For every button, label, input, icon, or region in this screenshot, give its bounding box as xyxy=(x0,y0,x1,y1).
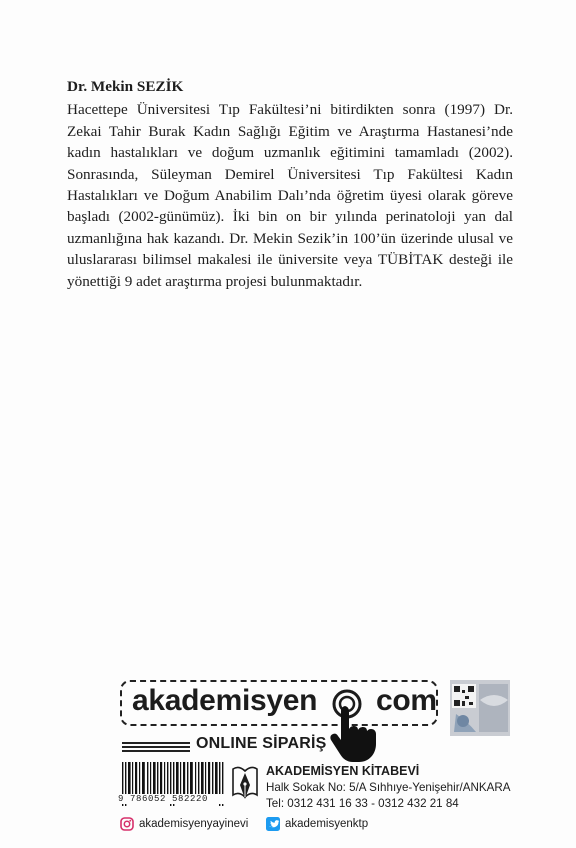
website-name-prefix: akademisyen xyxy=(132,684,318,717)
website-name-suffix: com xyxy=(376,684,437,717)
isbn-number: 9 786052 582220 xyxy=(118,794,230,804)
instagram-link[interactable] xyxy=(120,815,248,833)
pen-nib-book-logo-icon xyxy=(232,763,258,807)
pointing-hand-icon xyxy=(326,702,382,762)
instagram-icon xyxy=(120,817,134,831)
website-link[interactable] xyxy=(132,684,437,718)
security-hologram-sticker xyxy=(450,680,510,736)
publisher-phone: Tel: 0312 431 16 33 - 0312 432 21 84 xyxy=(266,797,459,810)
author-name: Dr. Mekin SEZİK xyxy=(67,78,184,95)
online-order-lines xyxy=(122,740,190,752)
twitter-icon xyxy=(266,817,280,831)
publisher-address: Halk Sokak No: 5/A Sıhhıye-Yenişehir/ANKARA xyxy=(266,781,511,794)
author-bio-text: Hacettepe Üniversitesi Tıp Fakültesi’ni bitirdikten sonra (1997) Dr. Zekai Tahir Burak Kadın Sağlığı Eğitim ve Araştırma Hastanesi’nde kadın hastalıkları ve doğum uzmanlık eğitimini tamamladı (2002). Sonrasında, Süleyman Demirel Üniversitesi Tıp Fakültesi Kadın Hastalıkları ve Doğum Anabilim Dalı’nda öğretim üyesi olarak göreve başladı (2002-günümüz). İki bin on bir yılında perinatoloji yan dal uzmanlığına hak kazandı. Dr. Mekin Sezik’in 100’ün üzerinde ulusal ve uluslararası bilimsel makalesi ile üniversite veya TÜBİTAK desteği ile yönettiği 9 adet araştırma projesi bulunmaktadır. xyxy=(67,101,513,290)
online-order-label: ONLINE SİPARİŞ xyxy=(196,735,327,752)
author-bio xyxy=(67,76,513,292)
publisher-name: AKADEMİSYEN KİTABEVİ xyxy=(266,764,420,778)
twitter-link[interactable] xyxy=(266,815,368,833)
twitter-handle: akademisyenktp xyxy=(285,818,369,830)
instagram-handle: akademisyenyayinevi xyxy=(139,818,249,830)
